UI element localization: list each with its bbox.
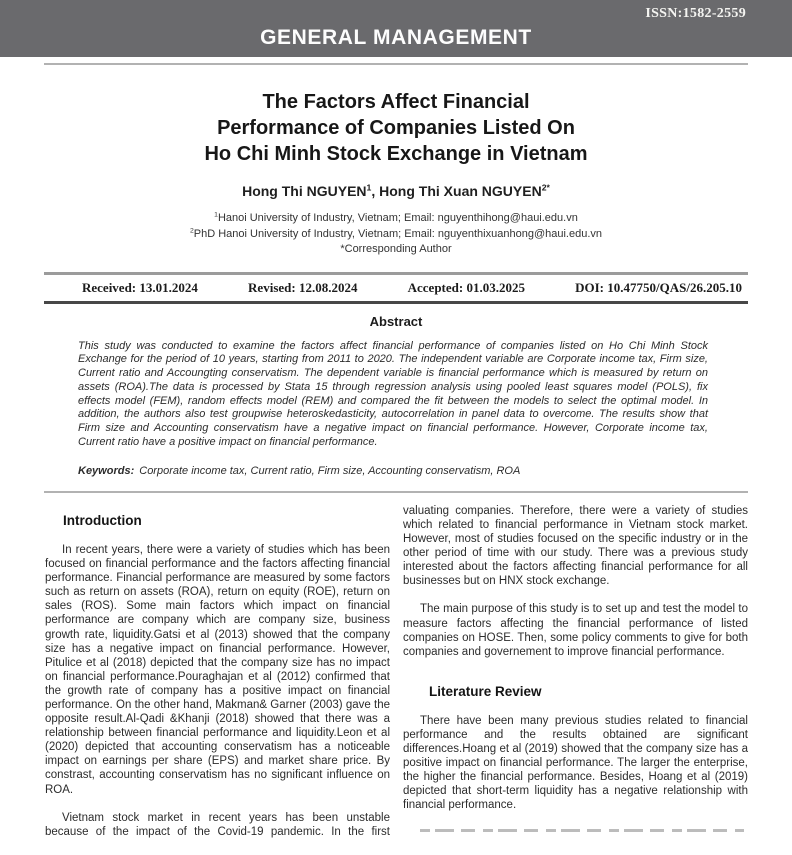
article-title [0, 89, 792, 167]
affiliation-superscript: 1 [214, 211, 218, 219]
revised-date [248, 280, 357, 296]
affiliation-superscript: 2 [189, 226, 194, 234]
author-1: Hong Thi NGUYEN [242, 183, 367, 199]
accepted-value: 01.03.2025 [466, 279, 525, 295]
introduction-paragraph-2: Vietnam stock market in recent years has been unstable because of the impact of the Covid-19 pandemic. In the first [45, 811, 390, 838]
left-column [45, 502, 390, 853]
keywords-line [78, 465, 708, 477]
article-title-line-1: The Factors Affect Financial [262, 91, 530, 113]
revised-label: Revised: [248, 279, 296, 295]
issn-label: ISSN:1582-2559 [645, 6, 746, 21]
clipped-text-line [403, 827, 748, 832]
author-1-superscript: 1 [366, 182, 372, 193]
author-separator: , [371, 183, 380, 199]
introduction-paragraph-1: In recent years, there were a variety of studies which has been focused on financial performance and the factors affecting financial performance. Financial performance are measured by some factors such as return on assets (ROA), return on equity (ROE), return on sales (ROS). Some main factors which impact on financial performance are company which are company size, business growth rate, liquidity.Gatsi et al (2013) showed that the company size has a negative impact on financial performance. However, Pitulice et al (2018) depicted that the company size has no impact on financial performance.Pouraghajan et al (2012) confirmed that the growth rate of company has a positive impact on financial performance. On the other hand, Makman& Garner (2003) gave the opposite result.Al-Qadi &Khanji (2018) showed that there was a relationship between financial performance and liquidity.Leon et al (2020) depicted that accounting conservatism has a noticeable impact on earnings per share (EPS) and market share price. By constrast, accounting conservatism has no significant influence on ROA. [45, 543, 390, 796]
author-2-superscript: 2* [541, 182, 550, 193]
received-value: 13.01.2024 [139, 279, 198, 295]
banner-title: GENERAL MANAGEMENT [260, 26, 532, 49]
abstract-heading: Abstract [369, 313, 423, 329]
doi [575, 280, 742, 296]
doi-value: 10.47750/QAS/26.205.10 [607, 279, 742, 295]
journal-banner [0, 0, 792, 57]
abstract-text: This study was conducted to examine the factors affect financial performance of companies listed on Ho Chi Minh Stock Exchange for the period of 10 years, starting from 2011 to 2020. The independent variable are Corporate income tax, Firm size, Current ratio and Accoungting conservatism. The dependent variable is financial performance which is measured by return on assets (ROA).The data is processed by Stata 15 through regression analysis using pooled least squares model (POLS), fix effects model (FEM), random effects model (REM) and compared the fit between the models to select the optimal model. In addition, the authors also test groupwise heteroskedasticity, autocorrelation in panel data to overcome. The results show that Firm size and Accounting conservatism have a negative impact on financial performance. However, Corporate income tax, Current ratio have a positive impact on financial performance. [78, 339, 708, 449]
accepted-date [408, 280, 525, 296]
header-rule [44, 63, 748, 65]
accepted-label: Accepted: [407, 279, 464, 295]
received-label: Received: [82, 279, 137, 295]
doi-label: DOI: [575, 279, 605, 295]
affiliation-text: Hanoi University of Industry, Vietnam; Email: nguyenthihong@haui.edu.vn [217, 212, 578, 224]
introduction-heading: Introduction [63, 512, 142, 528]
affiliation-line [0, 211, 792, 227]
revised-value: 12.08.2024 [298, 279, 358, 295]
article-title-line-3: Ho Chi Minh Stock Exchange in Vietnam [204, 143, 588, 165]
received-date [82, 280, 198, 296]
affiliations [0, 211, 792, 258]
literature-review-paragraph-1: There have been many previous studies related to financial performance and the results obtained are significant differences.Hoang et al (2019) showed that the company size has a positive impact on financial performance. The larger the enterprise, the higher the financial performance. Besides, Hoang et al (2019) depicted that short-term liquidity has a negative relationship with financial performance. [403, 714, 748, 812]
clipped-text-strip [420, 829, 744, 832]
keywords-text: Corporate income tax, Current ratio, Firm size, Accounting conservatism, ROA [139, 464, 521, 477]
introduction-continued-paragraph: valuating companies. Therefore, there were a variety of studies which related to financial performance in Vietnam stock market. However, most of studies focused on the specific industry or in the other period of time with our study. There was a previous study interested about the factors affecting financial performance for all businesses but on HNX stock exchange. [403, 504, 748, 588]
right-column [403, 502, 748, 853]
literature-review-heading: Literature Review [429, 683, 542, 699]
keywords-label: Keywords: [78, 464, 135, 477]
article-title-line-2: Performance of Companies Listed On [217, 117, 575, 139]
corresponding-author-note [0, 242, 792, 258]
two-column-body [45, 502, 748, 853]
purpose-paragraph: The main purpose of this study is to set up and test the model to measure factors affecting the financial performance of listed companies on HOSE. Then, some policy comments to give for both companies and governement to improve financial performance. [403, 603, 748, 658]
author-2: Hong Thi Xuan NGUYEN [379, 183, 542, 199]
affiliation-line [0, 227, 792, 243]
section-divider-rule [44, 491, 748, 493]
article-meta-row [44, 272, 748, 304]
authors-line [0, 183, 792, 199]
affiliation-text: PhD Hanoi University of Industry, Vietnam; Email: nguyenthixuanhong@haui.edu.vn [193, 227, 602, 240]
affiliation-text: *Corresponding Author [340, 243, 452, 255]
